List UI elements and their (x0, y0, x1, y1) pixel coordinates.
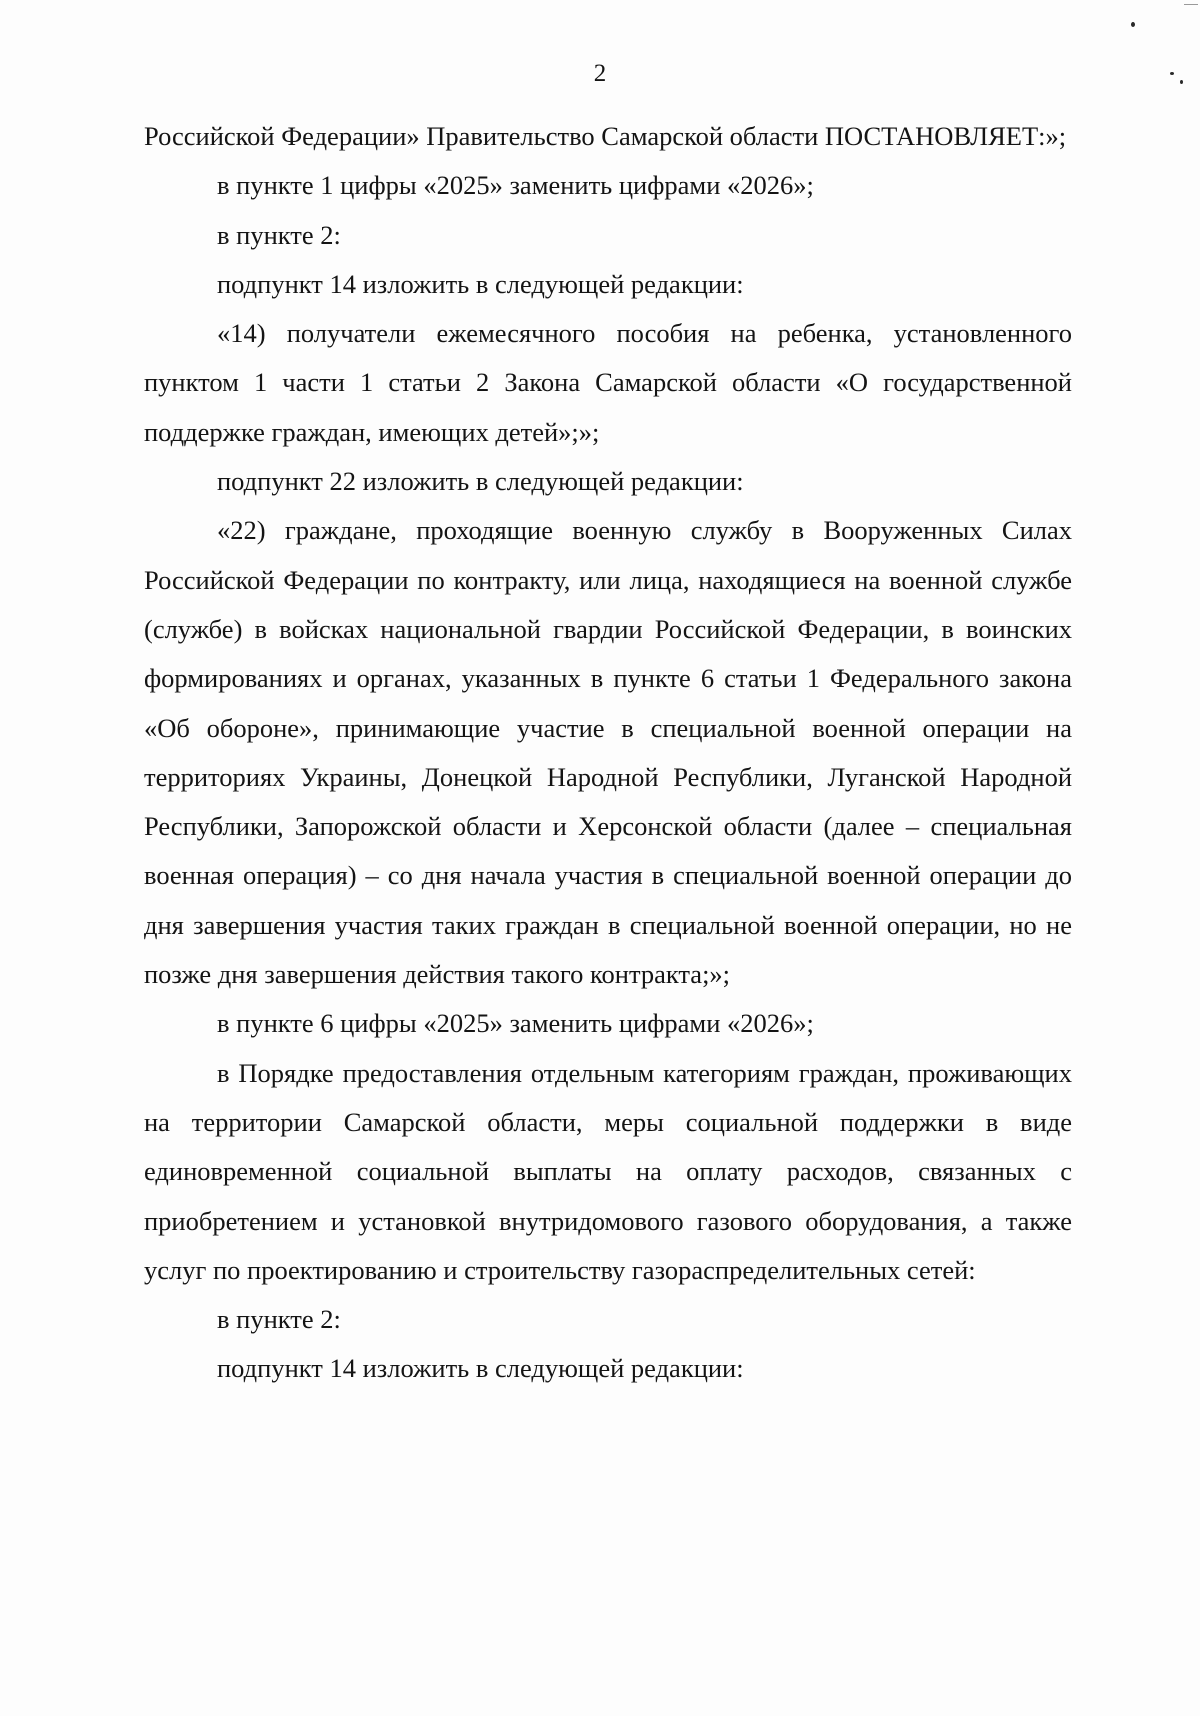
scan-speck (1170, 72, 1174, 75)
paragraph: в пункте 2: (217, 1304, 341, 1335)
paragraph: «22) граждане, проходящие военную службу в Вооруженных Силах Российской Федерации по контракту, или лица, находящиеся на военной службе (службе) в войсках национальной гвардии Российской Федерации, в воинских формированиях и органах, указанных в пункте 6 статьи 1 Федерального закона «Об обороне», принимающие участие в специальной военной операции на территориях Украины, Донецкой Народной Республики, Луганской Народной Республики, Запорожской области и Херсонской области (далее – специальная военная операция) – со дня начала участия в специальной военной операции до дня завершения участия таких граждан в специальной военной операции, но не позже дня завершения действия такого контракта;»; (144, 515, 1072, 990)
document-body (144, 112, 1072, 1394)
scan-speck (1180, 80, 1183, 84)
paragraph: в пункте 2: (217, 219, 341, 250)
paragraph: в пункте 6 цифры «2025» заменить цифрами «2026»; (217, 1008, 814, 1039)
paragraph: «14) получатели ежемесячного пособия на ребенка, установленного пунктом 1 части 1 статьи 2 Закона Самарской области «О государственной поддержке граждан, имеющих детей»;»; (144, 318, 1072, 447)
paragraph: Российской Федерации» Правительство Самарской области ПОСТАНОВЛЯЕТ:»; (144, 121, 1067, 151)
scan-speck (1184, 4, 1198, 5)
scan-speck (1131, 22, 1135, 27)
paragraph: в пункте 1 цифры «2025» заменить цифрами «2026»; (217, 170, 814, 201)
paragraph: подпункт 22 изложить в следующей редакции: (217, 466, 744, 497)
page-number: 2 (593, 60, 607, 87)
paragraph: подпункт 14 изложить в следующей редакции: (217, 1353, 744, 1384)
paragraph: в Порядке предоставления отдельным категориям граждан, проживающих на территории Самарской области, меры социальной поддержки в виде единовременной социальной выплаты на оплату расходов, связанных с приобретением и установкой внутридомового газового оборудования, а также услуг по проектированию и строительству газораспределительных сетей: (144, 1057, 1072, 1285)
paragraph: подпункт 14 изложить в следующей редакции: (217, 268, 744, 299)
